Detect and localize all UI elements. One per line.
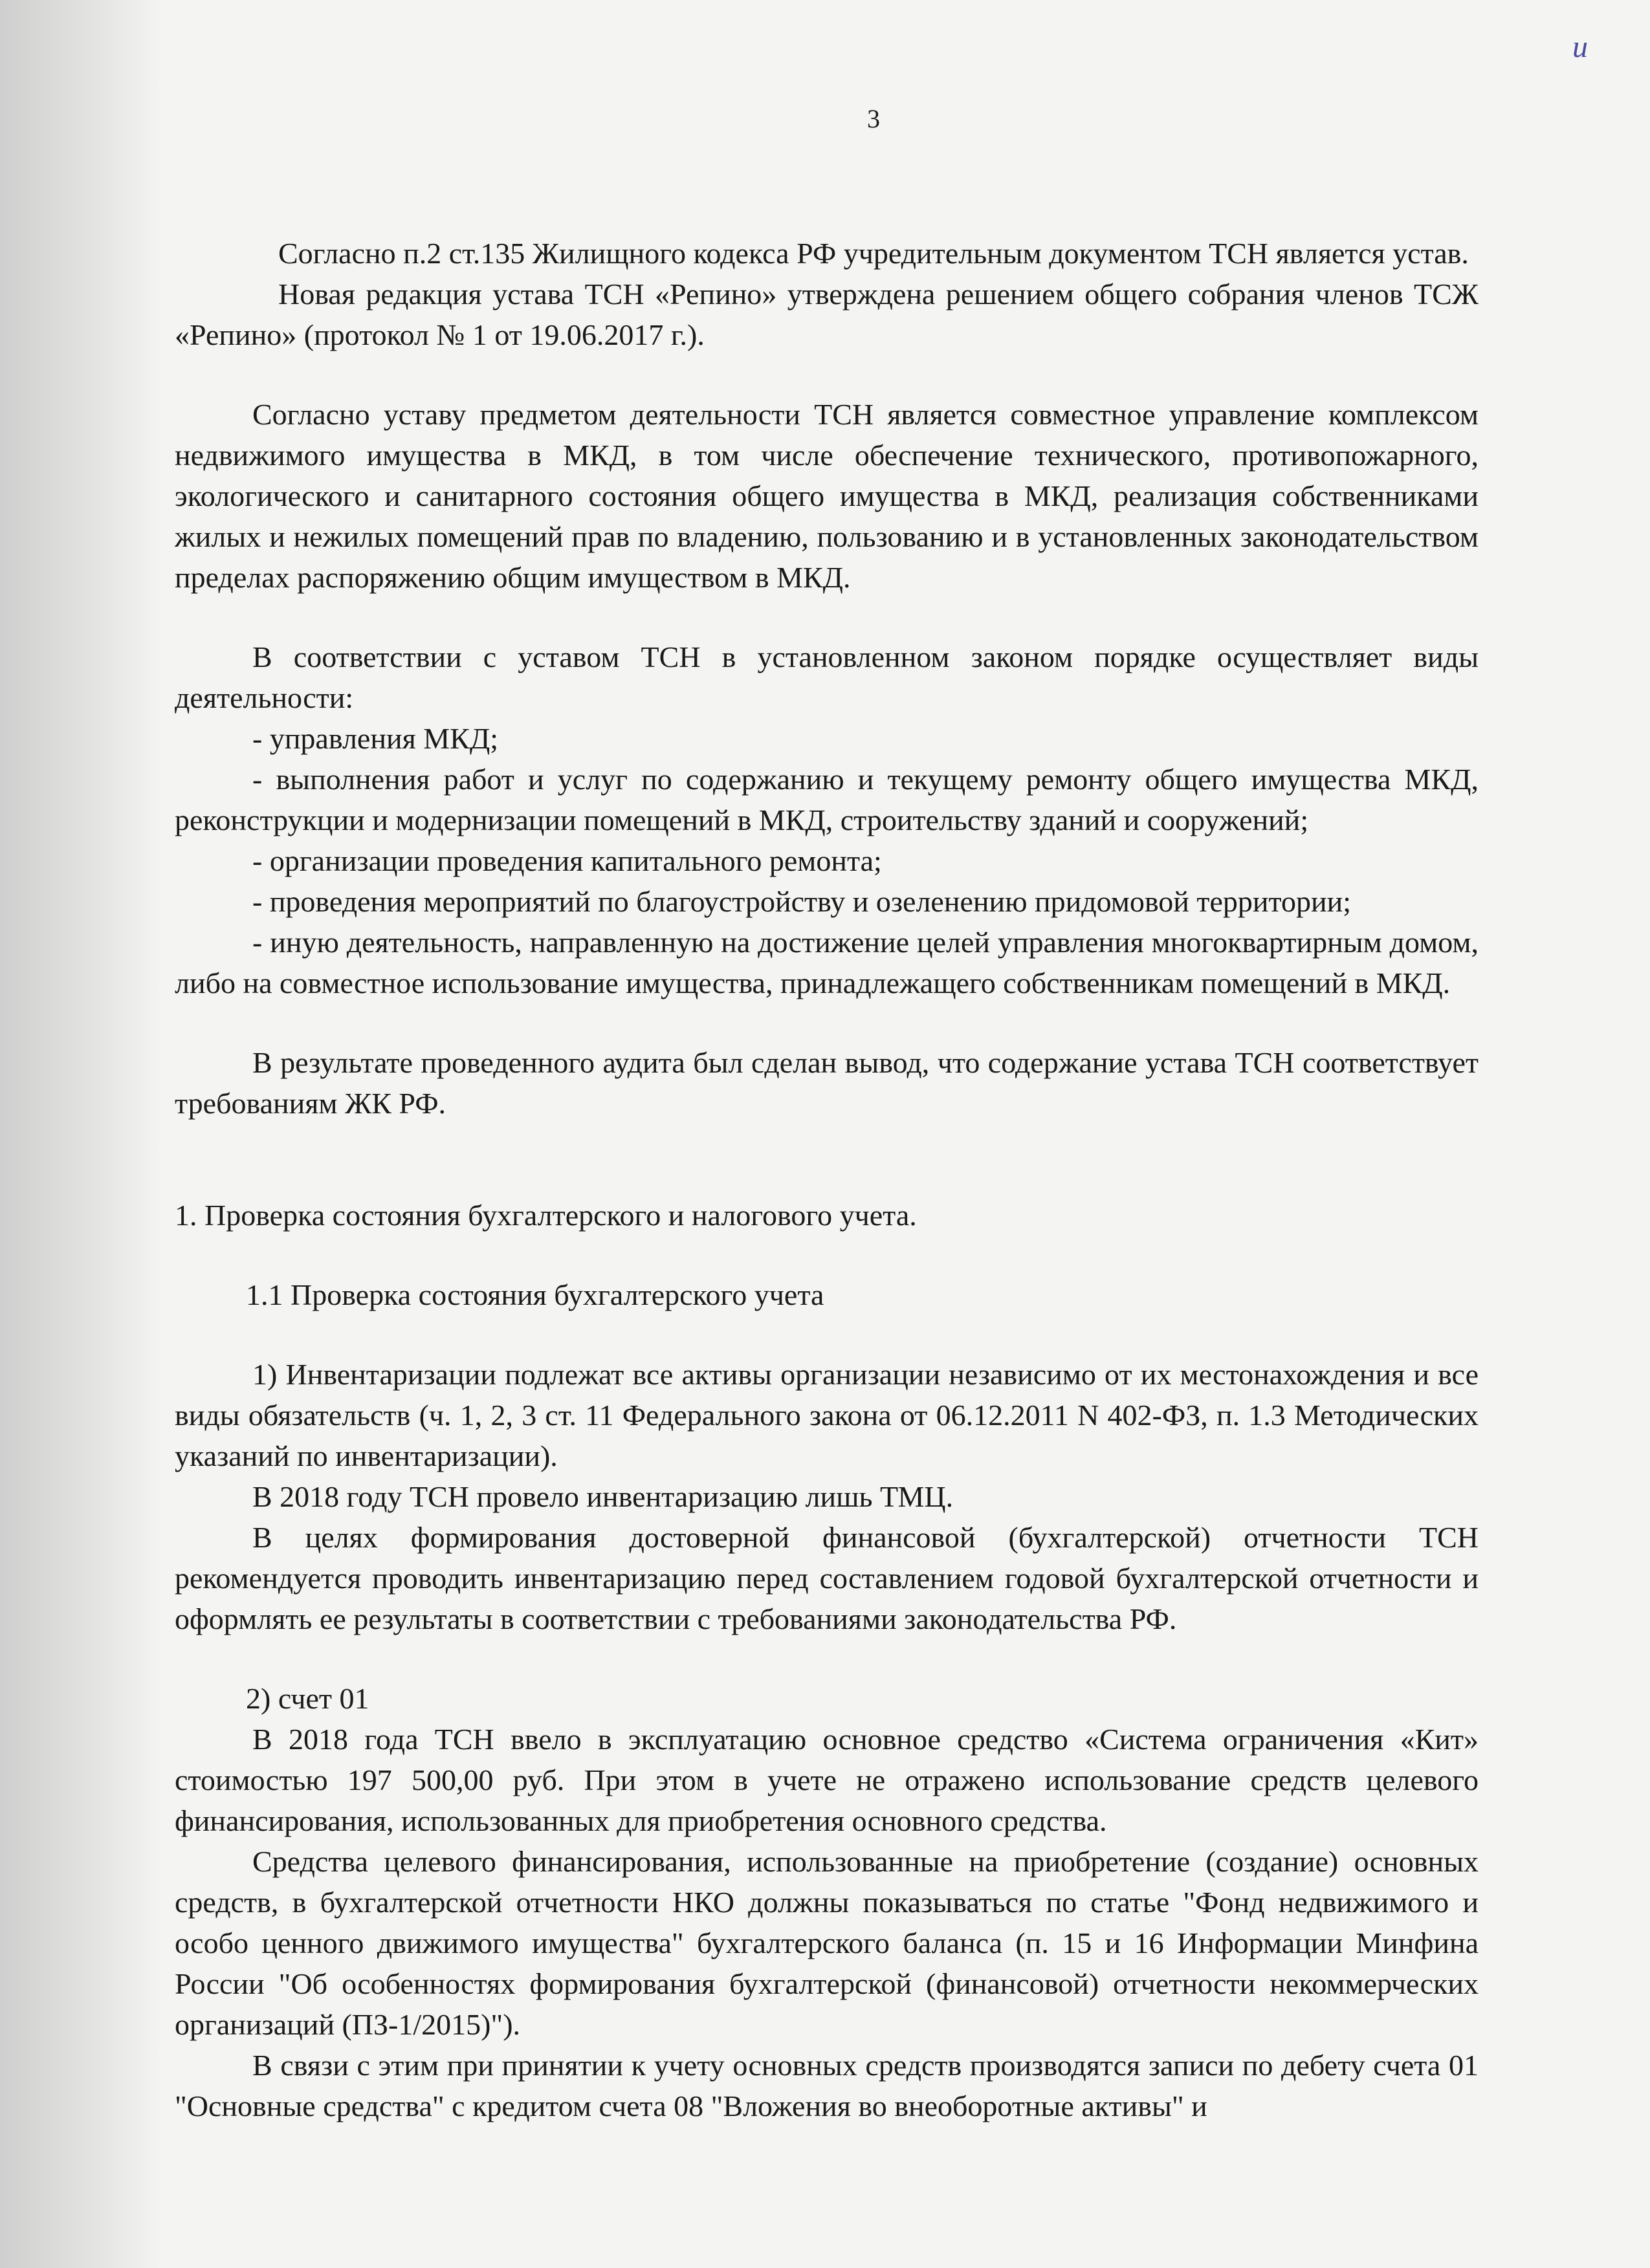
paragraph-accounting-entries: В связи с этим при принятии к учету основных средств производятся записи по дебету счета 01 "Основные средства" с кредитом счета 08 "Вложения во внеоборотные активы" и	[175, 2049, 1479, 2122]
paragraph-charter-basis: Согласно п.2 ст.135 Жилищного кодекса РФ учредительным документом ТСН является устав.	[278, 237, 1469, 270]
paragraph-fixed-asset: В 2018 года ТСН ввело в эксплуатацию основное средство «Система ограничения «Кит» стоимостью 197 500,00 руб. При этом в учете не отражено использование средств целевого финансирования, использованных для приобретения основного средства.	[175, 1723, 1479, 1837]
list-item: - проведения мероприятий по благоустройству и озеленению придомовой территории;	[252, 885, 1352, 918]
list-item: - иную деятельность, направленную на достижение целей управления многоквартирным домом, либо на совместное использование имущества, принадлежащего собственникам помещений в МКД.	[175, 926, 1479, 999]
paragraph-activity-types: В соответствии с уставом ТСН в установленном законом порядке осуществляет виды деятельности:	[175, 640, 1479, 714]
paragraph-audit-conclusion: В результате проведенного аудита был сделан вывод, что содержание устава ТСН соответствует требованиям ЖК РФ.	[175, 1046, 1479, 1120]
page-number: 3	[867, 104, 880, 133]
paragraph-inventory-recommendation: В целях формирования достоверной финансовой (бухгалтерской) отчетности ТСН рекомендуется проводить инвентаризацию перед составлением годовой бухгалтерской отчетности и оформлять ее результаты в соответствии с требованиями законодательства РФ.	[175, 1521, 1479, 1635]
activity-list	[175, 718, 1479, 1003]
subsection-heading: 1.1 Проверка состояния бухгалтерского учета	[246, 1278, 824, 1311]
list-item: - организации проведения капитального ремонта;	[252, 844, 882, 877]
paragraph-inventory-2018: В 2018 году ТСН провело инвентаризацию лишь ТМЦ.	[252, 1480, 954, 1513]
list-item: - выполнения работ и услуг по содержанию и текущему ремонту общего имущества МКД, реконструкции и модернизации помещений в МКД, строительству зданий и сооружений;	[175, 763, 1479, 836]
paragraph-target-financing: Средства целевого финансирования, использованные на приобретение (создание) основных средств, в бухгалтерской отчетности НКО должны показываться по статье "Фонд недвижимого и особо ценного движимого имущества" бухгалтерского баланса (п. 15 и 16 Информации Минфина России "Об особенностях формирования бухгалтерской (финансовой) отчетности некоммерческих организаций (ПЗ-1/2015)").	[175, 1845, 1479, 2041]
handwritten-mark: и	[1572, 30, 1588, 64]
document-body	[175, 233, 1479, 2126]
list-item: - управления МКД;	[252, 722, 498, 755]
paragraph-inventory-rule: 1) Инвентаризации подлежат все активы организации независимо от их местонахождения и все виды обязательств (ч. 1, 2, 3 ст. 11 Федерального закона от 06.12.2011 N 402-ФЗ, п. 1.3 Методических указаний по инвентаризации).	[175, 1358, 1479, 1472]
paragraph-activity-subject: Согласно уставу предметом деятельности ТСН является совместное управление комплексом недвижимого имущества в МКД, в том числе обеспечение технического, противопожарного, экологического и санитарного состояния общего имущества в МКД, реализация собственниками жилых и нежилых помещений прав по владению, пользованию и в установленных законодательством пределах распоряжению общим имуществом в МКД.	[175, 398, 1479, 594]
section-heading: 1. Проверка состояния бухгалтерского и налогового учета.	[175, 1199, 917, 1232]
scan-edge-shadow	[0, 0, 162, 2268]
account-01-heading: 2) счет 01	[246, 1682, 369, 1715]
paragraph-charter-edition: Новая редакция устава ТСН «Репино» утверждена решением общего собрания членов ТСЖ «Репино» (протокол № 1 от 19.06.2017 г.).	[175, 278, 1479, 351]
